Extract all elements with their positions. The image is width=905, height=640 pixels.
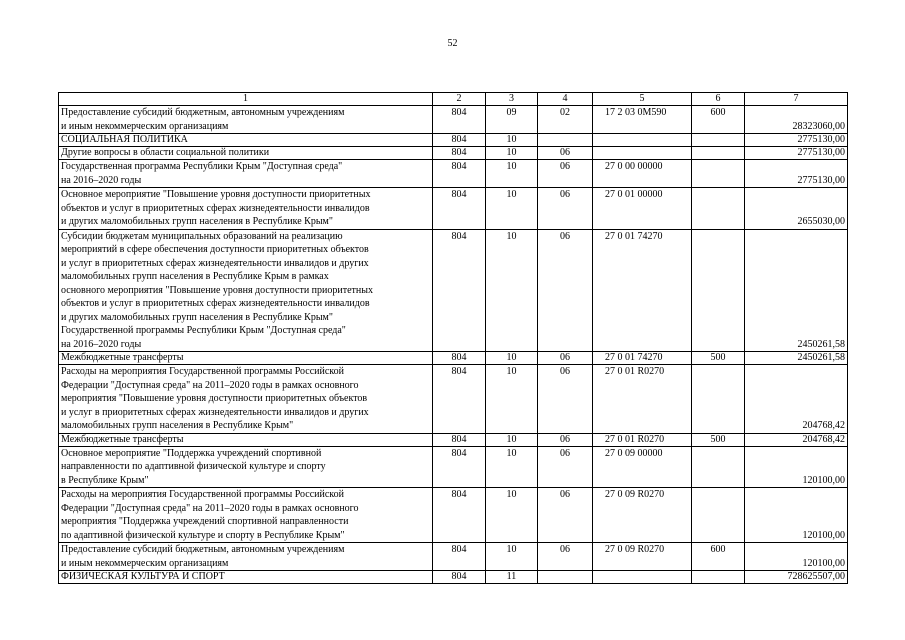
item-name-cell: Предоставление субсидий бюджетным, автономным учреждениям и иным некоммерческим организациям bbox=[59, 106, 433, 134]
target-article-cell: 27 0 09 R0270 bbox=[593, 543, 692, 571]
item-name-cell: Основное мероприятие "Повышение уровня доступности приоритетных объектов и услуг в приоритетных сферах жизнедеятельности инвалидов и других маломобильных групп населения в Республике Крым" bbox=[59, 188, 433, 230]
table-row bbox=[59, 446, 848, 488]
expense-type-cell: 600 bbox=[692, 543, 745, 571]
header-cell: 3 bbox=[486, 93, 538, 106]
header-cell: 1 bbox=[59, 93, 433, 106]
expense-type-cell bbox=[692, 488, 745, 543]
section-code-cell: 10 bbox=[486, 352, 538, 365]
table-row bbox=[59, 543, 848, 571]
amount-cell: 2775130,00 bbox=[745, 160, 848, 188]
grbs-code-cell: 804 bbox=[433, 365, 486, 434]
item-name-cell: Межбюджетные трансферты bbox=[59, 433, 433, 446]
amount-cell: 728625507,00 bbox=[745, 571, 848, 584]
subsection-code-cell: 06 bbox=[538, 365, 593, 434]
subsection-code-cell: 06 bbox=[538, 488, 593, 543]
header-cell: 6 bbox=[692, 93, 745, 106]
table-row bbox=[59, 188, 848, 230]
amount-cell: 120100,00 bbox=[745, 446, 848, 488]
grbs-code-cell: 804 bbox=[433, 352, 486, 365]
expense-type-cell: 500 bbox=[692, 433, 745, 446]
subsection-code-cell: 06 bbox=[538, 229, 593, 352]
table-row bbox=[59, 571, 848, 584]
grbs-code-cell: 804 bbox=[433, 571, 486, 584]
amount-cell: 204768,42 bbox=[745, 365, 848, 434]
table-row bbox=[59, 147, 848, 160]
subsection-code-cell: 02 bbox=[538, 106, 593, 134]
budget-table bbox=[58, 92, 848, 584]
target-article-cell: 27 0 01 00000 bbox=[593, 188, 692, 230]
item-name-cell: Предоставление субсидий бюджетным, автономным учреждениям и иным некоммерческим организациям bbox=[59, 543, 433, 571]
grbs-code-cell: 804 bbox=[433, 543, 486, 571]
table-row bbox=[59, 488, 848, 543]
grbs-code-cell: 804 bbox=[433, 229, 486, 352]
target-article-cell: 27 0 09 R0270 bbox=[593, 488, 692, 543]
page-number: 52 bbox=[447, 38, 458, 49]
item-name-cell: СОЦИАЛЬНАЯ ПОЛИТИКА bbox=[59, 134, 433, 147]
grbs-code-cell: 804 bbox=[433, 160, 486, 188]
subsection-code-cell bbox=[538, 571, 593, 584]
target-article-cell: 27 0 00 00000 bbox=[593, 160, 692, 188]
table-row bbox=[59, 365, 848, 434]
grbs-code-cell: 804 bbox=[433, 488, 486, 543]
section-code-cell: 10 bbox=[486, 134, 538, 147]
target-article-cell: 27 0 09 00000 bbox=[593, 446, 692, 488]
amount-cell: 120100,00 bbox=[745, 488, 848, 543]
table-row bbox=[59, 433, 848, 446]
table-row bbox=[59, 229, 848, 352]
table-row bbox=[59, 160, 848, 188]
header-cell: 2 bbox=[433, 93, 486, 106]
target-article-cell bbox=[593, 147, 692, 160]
item-name-cell: Расходы на мероприятия Государственной программы Российской Федерации "Доступная среда" на 2011–2020 годы в рамках основного мероприятия "Повышение уровня доступности приоритетных объектов и услуг в приоритетных сферах жизнедеятельности инвалидов и других маломобильных групп населения в Республике Крым" bbox=[59, 365, 433, 434]
target-article-cell: 17 2 03 0М590 bbox=[593, 106, 692, 134]
subsection-code-cell bbox=[538, 134, 593, 147]
subsection-code-cell: 06 bbox=[538, 188, 593, 230]
amount-cell: 2655030,00 bbox=[745, 188, 848, 230]
header-cell: 5 bbox=[593, 93, 692, 106]
table-row bbox=[59, 352, 848, 365]
section-code-cell: 11 bbox=[486, 571, 538, 584]
subsection-code-cell: 06 bbox=[538, 446, 593, 488]
amount-cell: 2450261,58 bbox=[745, 229, 848, 352]
table-row bbox=[59, 106, 848, 134]
grbs-code-cell: 804 bbox=[433, 188, 486, 230]
amount-cell: 2450261,58 bbox=[745, 352, 848, 365]
grbs-code-cell: 804 bbox=[433, 147, 486, 160]
header-cell: 4 bbox=[538, 93, 593, 106]
section-code-cell: 10 bbox=[486, 188, 538, 230]
amount-cell: 120100,00 bbox=[745, 543, 848, 571]
expense-type-cell bbox=[692, 571, 745, 584]
amount-cell: 2775130,00 bbox=[745, 134, 848, 147]
target-article-cell: 27 0 01 74270 bbox=[593, 352, 692, 365]
table-row bbox=[59, 134, 848, 147]
expense-type-cell: 600 bbox=[692, 106, 745, 134]
subsection-code-cell: 06 bbox=[538, 352, 593, 365]
expense-type-cell bbox=[692, 147, 745, 160]
target-article-cell: 27 0 01 R0270 bbox=[593, 365, 692, 434]
subsection-code-cell: 06 bbox=[538, 147, 593, 160]
item-name-cell: Государственная программа Республики Крым "Доступная среда" на 2016–2020 годы bbox=[59, 160, 433, 188]
grbs-code-cell: 804 bbox=[433, 134, 486, 147]
section-code-cell: 09 bbox=[486, 106, 538, 134]
expense-type-cell bbox=[692, 446, 745, 488]
section-code-cell: 10 bbox=[486, 147, 538, 160]
item-name-cell: Расходы на мероприятия Государственной программы Российской Федерации "Доступная среда" на 2011–2020 годы в рамках основного мероприятия "Поддержка учреждений спортивной направленности по адаптивной физической культуре и спорту в Республике Крым" bbox=[59, 488, 433, 543]
target-article-cell: 27 0 01 74270 bbox=[593, 229, 692, 352]
amount-cell: 28323060,00 bbox=[745, 106, 848, 134]
item-name-cell: Межбюджетные трансферты bbox=[59, 352, 433, 365]
item-name-cell: ФИЗИЧЕСКАЯ КУЛЬТУРА И СПОРТ bbox=[59, 571, 433, 584]
section-code-cell: 10 bbox=[486, 365, 538, 434]
subsection-code-cell: 06 bbox=[538, 160, 593, 188]
target-article-cell bbox=[593, 571, 692, 584]
amount-cell: 204768,42 bbox=[745, 433, 848, 446]
section-code-cell: 10 bbox=[486, 488, 538, 543]
expense-type-cell bbox=[692, 134, 745, 147]
expense-type-cell bbox=[692, 365, 745, 434]
item-name-cell: Другие вопросы в области социальной политики bbox=[59, 147, 433, 160]
subsection-code-cell: 06 bbox=[538, 543, 593, 571]
item-name-cell: Субсидии бюджетам муниципальных образований на реализацию мероприятий в сфере обеспечения доступности приоритетных объектов и услуг в приоритетных сферах жизнедеятельности инвалидов и других маломобильных групп населения в Республике Крым в рамках основного мероприятия "Повышение уровня доступности приоритетных объектов и услуг в приоритетных сферах жизнедеятельности инвалидов и других маломобильных групп населения в Республике Крым" Государственной программы Республики Крым "Доступная среда" на 2016–2020 годы bbox=[59, 229, 433, 352]
item-name-cell: Основное мероприятие "Поддержка учреждений спортивной направленности по адаптивной физической культуре и спорту в Республике Крым" bbox=[59, 446, 433, 488]
section-code-cell: 10 bbox=[486, 543, 538, 571]
section-code-cell: 10 bbox=[486, 433, 538, 446]
grbs-code-cell: 804 bbox=[433, 446, 486, 488]
expense-type-cell bbox=[692, 188, 745, 230]
section-code-cell: 10 bbox=[486, 229, 538, 352]
header-row bbox=[59, 93, 848, 106]
target-article-cell bbox=[593, 134, 692, 147]
amount-cell: 2775130,00 bbox=[745, 147, 848, 160]
expense-type-cell bbox=[692, 229, 745, 352]
header-cell: 7 bbox=[745, 93, 848, 106]
grbs-code-cell: 804 bbox=[433, 106, 486, 134]
section-code-cell: 10 bbox=[486, 446, 538, 488]
subsection-code-cell: 06 bbox=[538, 433, 593, 446]
expense-type-cell bbox=[692, 160, 745, 188]
grbs-code-cell: 804 bbox=[433, 433, 486, 446]
target-article-cell: 27 0 01 R0270 bbox=[593, 433, 692, 446]
expense-type-cell: 500 bbox=[692, 352, 745, 365]
section-code-cell: 10 bbox=[486, 160, 538, 188]
